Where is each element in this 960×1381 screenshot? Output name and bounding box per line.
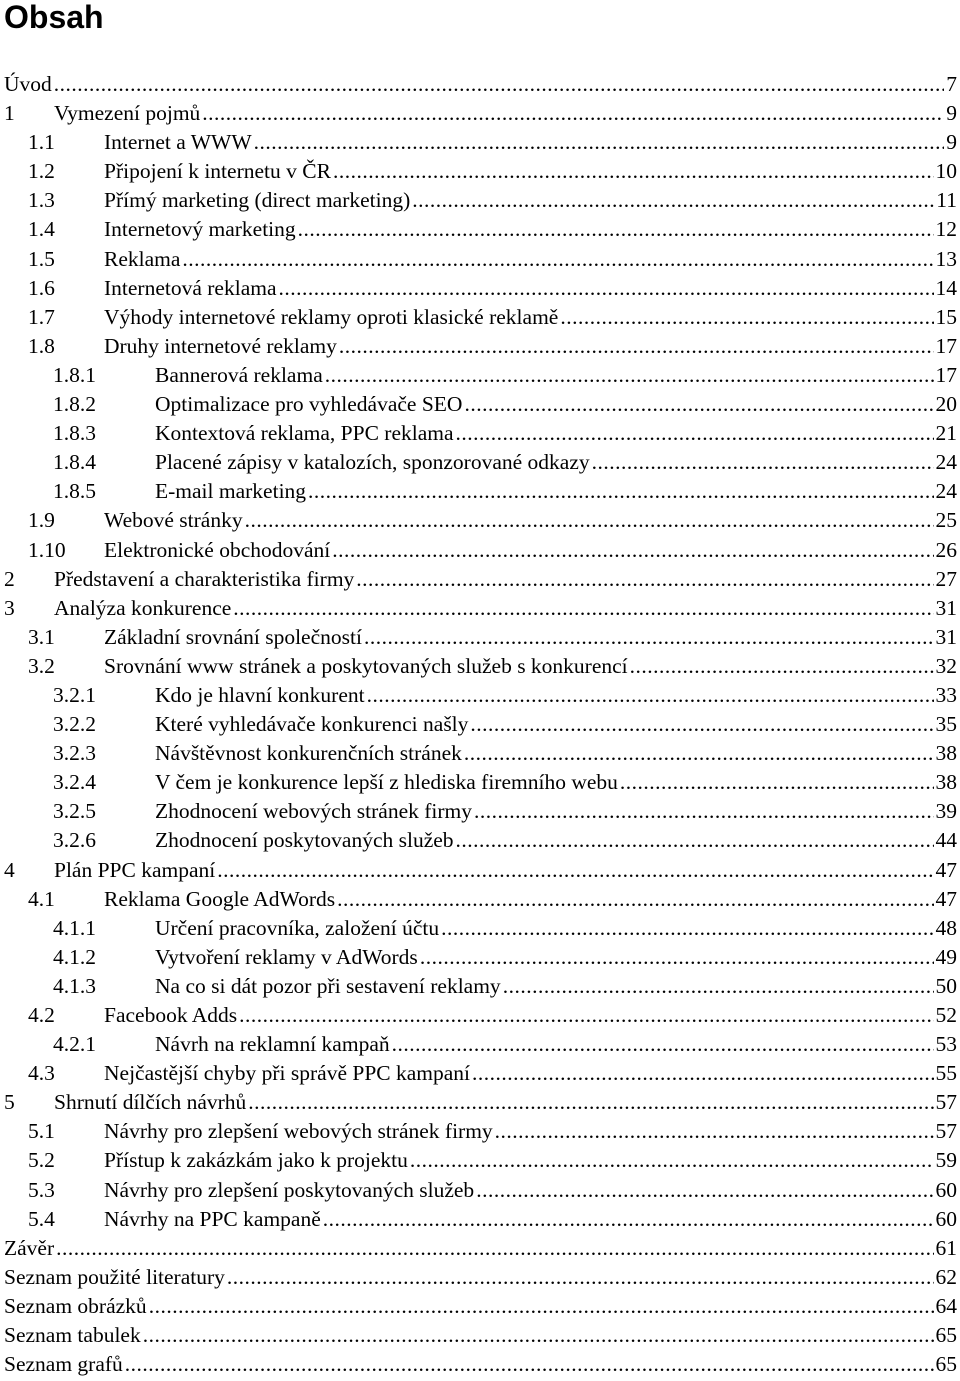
toc-dot-leader <box>337 885 933 914</box>
toc-entry-page-number: 38 <box>935 770 957 795</box>
toc-entry-page-number: 9 <box>946 101 957 126</box>
toc-entry-title: Placené zápisy v katalozích, sponzorované odkazy <box>155 450 590 475</box>
toc-entry-page-number: 62 <box>935 1264 957 1289</box>
toc-dot-leader <box>233 594 933 623</box>
toc-entry-number: 1.1 <box>28 130 55 155</box>
toc-entry-title: Optimalizace pro vyhledávače SEO <box>155 392 463 417</box>
toc-entry-title: Návrhy pro zlepšení webových stránek firmy <box>104 1119 493 1144</box>
toc-entry[interactable] <box>0 128 960 157</box>
toc-entry-page-number: 52 <box>935 1003 957 1027</box>
toc-entry-number: 1.5 <box>28 246 55 271</box>
toc-dot-leader <box>367 681 934 710</box>
toc-entry-title: Kontextová reklama, PPC reklama <box>155 421 454 446</box>
toc-entry-page-number: 7 <box>946 72 957 96</box>
toc-entry-page-number: 47 <box>935 857 957 882</box>
toc-entry-page-number: 13 <box>935 246 957 271</box>
page-title: Obsah <box>4 0 104 35</box>
toc-entry-title: Závěr <box>4 1235 55 1260</box>
toc-entry-number: 3.2 <box>28 653 55 678</box>
toc-entry-number: 1.8 <box>28 333 55 358</box>
toc-entry-page-number: 47 <box>935 886 957 911</box>
toc-entry-number: 1.7 <box>28 304 55 329</box>
toc-dot-leader <box>125 1350 934 1379</box>
toc-entry[interactable] <box>0 565 960 594</box>
toc-entry[interactable] <box>0 1001 960 1030</box>
toc-dot-leader <box>364 623 934 652</box>
toc-entry[interactable] <box>0 99 960 128</box>
toc-entry-page-number: 32 <box>935 653 957 678</box>
toc-entry-page-number: 33 <box>935 682 957 707</box>
toc-entry-page-number: 17 <box>935 333 957 358</box>
toc-dot-leader <box>474 797 933 826</box>
toc-entry-page-number: 60 <box>935 1206 957 1231</box>
toc-entry-title: Bannerová reklama <box>155 362 323 387</box>
toc-entry-title: Internetová reklama <box>104 275 277 300</box>
toc-entry-page-number: 57 <box>935 1090 957 1115</box>
toc-entry-title: Shrnutí dílčích návrhů <box>54 1090 247 1115</box>
toc-entry[interactable] <box>0 1176 960 1205</box>
toc-entry-title: E-mail marketing <box>155 479 307 504</box>
toc-entry-page-number: 25 <box>935 508 957 533</box>
toc-entry-page-number: 24 <box>935 479 957 504</box>
toc-dot-leader <box>217 856 933 885</box>
toc-entry-title: Analýza konkurence <box>54 595 232 620</box>
toc-entry[interactable] <box>0 856 960 885</box>
toc-entry[interactable] <box>0 215 960 244</box>
toc-entry-number: 5.4 <box>28 1206 55 1231</box>
toc-entry-title: Internet a WWW <box>104 130 252 155</box>
toc-entry[interactable] <box>0 1205 960 1234</box>
toc-entry-page-number: 15 <box>935 304 957 329</box>
toc-entry-page-number: 17 <box>935 362 957 387</box>
toc-entry-number: 4.2.1 <box>53 1032 96 1057</box>
toc-entry-title: Zhodnocení webových stránek firmy <box>155 799 473 824</box>
toc-entry-title: Přímý marketing (direct marketing) <box>104 188 411 213</box>
toc-dot-leader <box>143 1321 934 1350</box>
toc-entry-title: Webové stránky <box>104 508 243 533</box>
toc-entry[interactable] <box>0 1117 960 1146</box>
toc-dot-leader <box>245 506 934 535</box>
toc-dot-leader <box>254 128 945 157</box>
toc-entry-title: Vytvoření reklamy v AdWords <box>155 944 418 969</box>
toc-entry[interactable] <box>0 245 960 274</box>
toc-entry[interactable] <box>0 448 960 477</box>
toc-dot-leader <box>410 1146 934 1175</box>
toc-entry[interactable] <box>0 943 960 972</box>
toc-entry-title: Seznam grafů <box>4 1352 123 1377</box>
toc-entry-title: Vymezení pojmů <box>54 101 201 126</box>
toc-entry-title: Které vyhledávače konkurenci našly <box>155 712 469 737</box>
toc-entry-number: 3.2.5 <box>53 799 96 824</box>
toc-entry-title: Výhody internetové reklamy oproti klasické reklamě <box>104 304 559 329</box>
toc-entry-page-number: 65 <box>935 1323 957 1348</box>
toc-entry-title: Návrhy pro zlepšení poskytovaných služeb <box>104 1177 475 1202</box>
toc-entry-title: Elektronické obchodování <box>104 537 331 562</box>
toc-entry-title: Reklama <box>104 246 181 271</box>
toc-entry-number: 3.1 <box>28 624 55 649</box>
toc-entry-title: Úvod <box>4 72 52 96</box>
toc-entry-page-number: 9 <box>946 130 957 155</box>
toc-dot-leader <box>592 448 934 477</box>
toc-dot-leader <box>620 768 934 797</box>
toc-entry-title: Návrh na reklamní kampaň <box>155 1032 390 1057</box>
toc-entry-number: 5 <box>4 1090 15 1115</box>
toc-entry-page-number: 21 <box>935 421 957 446</box>
toc-entry[interactable] <box>0 419 960 448</box>
toc-entry-number: 1.3 <box>28 188 55 213</box>
toc-dot-leader <box>560 303 933 332</box>
toc-entry-number: 3.2.4 <box>53 770 96 795</box>
toc-entry-page-number: 39 <box>935 799 957 824</box>
toc-entry-page-number: 65 <box>935 1352 957 1377</box>
toc-entry-number: 1.8.1 <box>53 362 96 387</box>
toc-entry[interactable] <box>0 506 960 535</box>
toc-entry-page-number: 20 <box>935 392 957 417</box>
toc-entry-page-number: 48 <box>935 915 957 940</box>
toc-dot-leader <box>470 710 933 739</box>
toc-dot-leader <box>323 1205 934 1234</box>
toc-entry-title: Připojení k internetu v ČR <box>104 159 331 184</box>
toc-entry-title: Facebook Adds <box>104 1003 238 1027</box>
toc-entry[interactable] <box>0 594 960 623</box>
toc-entry-number: 4.1.3 <box>53 973 96 998</box>
toc-dot-leader <box>392 1030 934 1059</box>
toc-entry[interactable] <box>0 1059 960 1088</box>
toc-dot-leader <box>182 245 933 274</box>
toc-entry-page-number: 50 <box>935 973 957 998</box>
toc-entry-title: Zhodnocení poskytovaných služeb <box>155 828 454 853</box>
toc-entry-title: Nejčastější chyby při správě PPC kampaní <box>104 1061 471 1086</box>
toc-entry-number: 1.10 <box>28 537 66 562</box>
toc-entry-number: 1 <box>4 101 15 126</box>
toc-dot-leader <box>356 565 933 594</box>
toc-entry-page-number: 38 <box>935 741 957 766</box>
toc-entry-title: V čem je konkurence lepší z hlediska firemního webu <box>155 770 618 795</box>
toc-entry[interactable] <box>0 1146 960 1175</box>
toc-entry-number: 3 <box>4 595 15 620</box>
toc-dot-leader <box>495 1117 934 1146</box>
toc-entry-page-number: 26 <box>935 537 957 562</box>
toc-entry[interactable] <box>0 885 960 914</box>
toc-entry-title: Určení pracovníka, založení účtu <box>155 915 440 940</box>
toc-entry-page-number: 11 <box>936 188 957 213</box>
toc-entry-title: Srovnání www stránek a poskytovaných služeb s konkurencí <box>104 653 628 678</box>
toc-entry-number: 1.8.4 <box>53 450 96 475</box>
toc-entry-number: 4.2 <box>28 1003 55 1027</box>
toc-entry-number: 4.3 <box>28 1061 55 1086</box>
toc-entry-number: 5.1 <box>28 1119 55 1144</box>
toc-entry-page-number: 57 <box>935 1119 957 1144</box>
toc-entry-page-number: 14 <box>935 275 957 300</box>
toc-entry[interactable] <box>0 1321 960 1350</box>
toc-entry-number: 3.2.3 <box>53 741 96 766</box>
toc-entry-title: Seznam obrázků <box>4 1293 147 1318</box>
toc-entry-number: 4.1.1 <box>53 915 96 940</box>
toc-entry-number: 1.6 <box>28 275 55 300</box>
toc-entry[interactable] <box>0 681 960 710</box>
toc-entry[interactable] <box>0 972 960 1001</box>
toc-entry[interactable] <box>0 914 960 943</box>
toc-entry[interactable] <box>0 1088 960 1117</box>
toc-entry-title: Internetový marketing <box>104 217 296 242</box>
toc-dot-leader <box>227 1263 934 1292</box>
toc-entry-page-number: 24 <box>935 450 957 475</box>
toc-dot-leader <box>54 70 944 99</box>
toc-entry[interactable] <box>0 157 960 186</box>
toc-dot-leader <box>332 536 933 565</box>
toc-entry-number: 3.2.1 <box>53 682 96 707</box>
toc-dot-leader <box>441 914 933 943</box>
toc-dot-leader <box>248 1088 933 1117</box>
toc-entry-number: 1.4 <box>28 217 55 242</box>
toc-entry-page-number: 31 <box>935 624 957 649</box>
toc-entry-title: Kdo je hlavní konkurent <box>155 682 365 707</box>
toc-entry-title: Návrhy na PPC kampaně <box>104 1206 321 1231</box>
toc-entry[interactable] <box>0 332 960 361</box>
toc-entry-page-number: 27 <box>935 566 957 591</box>
toc-entry-title: Návštěvnost konkurenčních stránek <box>155 741 462 766</box>
toc-dot-leader <box>325 361 934 390</box>
toc-entry-number: 3.2.2 <box>53 712 96 737</box>
toc-entry[interactable] <box>0 274 960 303</box>
toc-entry[interactable] <box>0 797 960 826</box>
toc-entry-title: Reklama Google AdWords <box>104 886 336 911</box>
toc-entry-title: Seznam použité literatury <box>4 1264 225 1289</box>
toc-dot-leader <box>456 826 934 855</box>
toc-dot-leader <box>56 1234 933 1263</box>
toc-entry[interactable] <box>0 1292 960 1321</box>
toc-entry[interactable] <box>0 536 960 565</box>
toc-dot-leader <box>464 739 934 768</box>
toc-entry[interactable] <box>0 652 960 681</box>
toc-entry[interactable] <box>0 361 960 390</box>
toc-dot-leader <box>239 1001 933 1030</box>
toc-entry[interactable] <box>0 1030 960 1059</box>
toc-entry-page-number: 64 <box>935 1293 957 1318</box>
toc-dot-leader <box>333 157 934 186</box>
toc-entry-number: 1.8.3 <box>53 421 96 446</box>
toc-entry[interactable] <box>0 739 960 768</box>
toc-entry-number: 1.2 <box>28 159 55 184</box>
toc-entry-title: Druhy internetové reklamy <box>104 333 337 358</box>
toc-dot-leader <box>308 477 933 506</box>
toc-entry-page-number: 12 <box>935 217 957 242</box>
toc-entry[interactable] <box>0 303 960 332</box>
toc-dot-leader <box>456 419 934 448</box>
toc-dot-leader <box>202 99 944 128</box>
toc-entry-page-number: 61 <box>935 1235 957 1260</box>
toc-entry-page-number: 55 <box>935 1061 957 1086</box>
toc-entry-page-number: 59 <box>935 1148 957 1173</box>
toc-entry-page-number: 10 <box>935 159 957 184</box>
toc-entry[interactable] <box>0 186 960 215</box>
toc-entry-number: 4.1.2 <box>53 944 96 969</box>
toc-entry-page-number: 31 <box>935 595 957 620</box>
toc-dot-leader <box>298 215 934 244</box>
toc-dot-leader <box>420 943 934 972</box>
toc-entry-page-number: 49 <box>935 944 957 969</box>
table-of-contents <box>0 70 960 1379</box>
toc-entry-number: 3.2.6 <box>53 828 96 853</box>
toc-entry-title: Představení a charakteristika firmy <box>54 566 355 591</box>
toc-entry-number: 1.8.2 <box>53 392 96 417</box>
toc-entry[interactable] <box>0 1350 960 1379</box>
toc-entry[interactable] <box>0 826 960 855</box>
toc-entry-number: 2 <box>4 566 15 591</box>
toc-entry[interactable] <box>0 623 960 652</box>
toc-entry[interactable] <box>0 390 960 419</box>
toc-entry-page-number: 35 <box>935 712 957 737</box>
toc-entry-page-number: 60 <box>935 1177 957 1202</box>
toc-dot-leader <box>149 1292 934 1321</box>
toc-dot-leader <box>503 972 934 1001</box>
toc-entry[interactable] <box>0 70 960 99</box>
toc-entry-number: 5.3 <box>28 1177 55 1202</box>
toc-entry-number: 5.2 <box>28 1148 55 1173</box>
toc-entry[interactable] <box>0 1263 960 1292</box>
toc-entry-title: Na co si dát pozor při sestavení reklamy <box>155 973 501 998</box>
toc-entry[interactable] <box>0 710 960 739</box>
toc-entry[interactable] <box>0 1234 960 1263</box>
toc-dot-leader <box>630 652 934 681</box>
toc-entry-number: 1.9 <box>28 508 55 533</box>
toc-entry-title: Plán PPC kampaní <box>54 857 216 882</box>
toc-entry[interactable] <box>0 768 960 797</box>
toc-entry-number: 4.1 <box>28 886 55 911</box>
toc-entry-title: Seznam tabulek <box>4 1323 141 1348</box>
toc-dot-leader <box>464 390 933 419</box>
toc-entry-page-number: 53 <box>935 1032 957 1057</box>
toc-entry-title: Základní srovnání společností <box>104 624 362 649</box>
toc-dot-leader <box>476 1176 933 1205</box>
toc-dot-leader <box>279 274 934 303</box>
toc-entry-page-number: 44 <box>935 828 957 853</box>
toc-entry[interactable] <box>0 477 960 506</box>
toc-entry-number: 4 <box>4 857 15 882</box>
toc-dot-leader <box>472 1059 933 1088</box>
toc-entry-number: 1.8.5 <box>53 479 96 504</box>
toc-entry-title: Přístup k zakázkám jako k projektu <box>104 1148 408 1173</box>
toc-dot-leader <box>339 332 934 361</box>
toc-dot-leader <box>412 186 934 215</box>
